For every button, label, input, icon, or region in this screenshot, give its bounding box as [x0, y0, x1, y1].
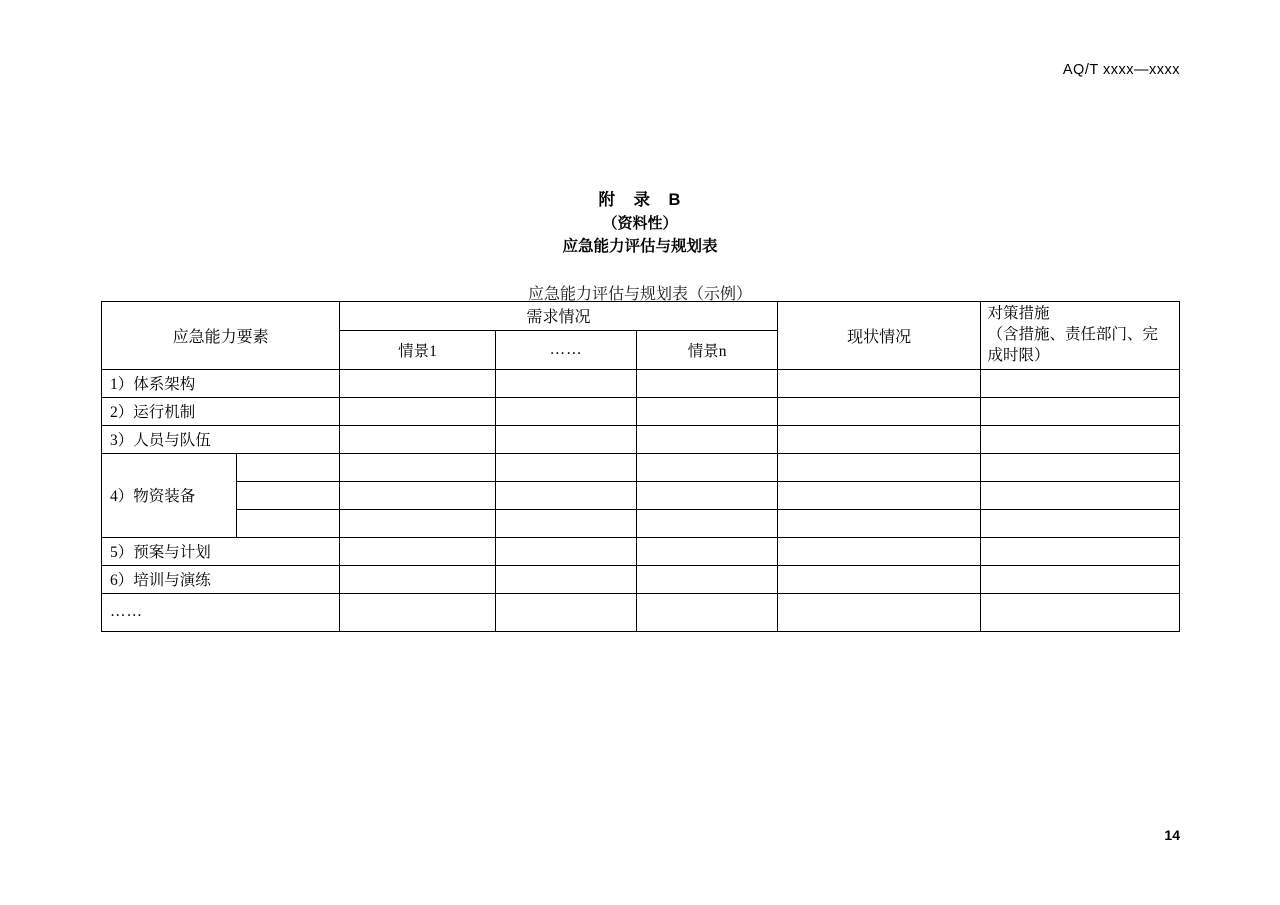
- header-current-status: 现状情况: [777, 302, 981, 370]
- capability-assessment-table: [101, 301, 1180, 632]
- cell-demand-scenarion[interactable]: [637, 369, 777, 397]
- table-row: [102, 565, 1180, 593]
- cell-demand-scenario-mid[interactable]: [495, 453, 636, 481]
- cell-countermeasures[interactable]: [981, 565, 1180, 593]
- cell-countermeasures[interactable]: [981, 453, 1180, 481]
- table-row: [102, 481, 1180, 509]
- cell-current-status[interactable]: [777, 453, 981, 481]
- cell-demand-scenarion[interactable]: [637, 481, 777, 509]
- cell-current-status[interactable]: [777, 481, 981, 509]
- cell-material-subitem[interactable]: [237, 509, 340, 537]
- cell-demand-scenario-mid[interactable]: [495, 565, 636, 593]
- header-scenario-n: 情景n: [637, 330, 777, 369]
- cell-current-status[interactable]: [777, 509, 981, 537]
- page-number: 14: [1164, 827, 1180, 843]
- table-row: [102, 397, 1180, 425]
- cell-material-subitem[interactable]: [237, 453, 340, 481]
- header-scenario-ellipsis: ……: [495, 330, 636, 369]
- header-countermeasures-line1: 对策措施: [987, 305, 1050, 322]
- table-row: [102, 593, 1180, 631]
- cell-demand-scenario1[interactable]: [340, 481, 496, 509]
- table-row: [102, 453, 1180, 481]
- cell-current-status[interactable]: [777, 369, 981, 397]
- cell-current-status[interactable]: [777, 425, 981, 453]
- cell-demand-scenario1[interactable]: [340, 565, 496, 593]
- cell-current-status[interactable]: [777, 397, 981, 425]
- cell-countermeasures[interactable]: [981, 537, 1180, 565]
- cell-demand-scenarion[interactable]: [637, 509, 777, 537]
- cell-demand-scenario-mid[interactable]: [495, 481, 636, 509]
- table-header-row-1: [102, 302, 1180, 331]
- cell-demand-scenarion[interactable]: [637, 593, 777, 631]
- table-row: [102, 369, 1180, 397]
- row-label-ellipsis: ……: [102, 593, 340, 631]
- cell-demand-scenarion[interactable]: [637, 397, 777, 425]
- cell-demand-scenario-mid[interactable]: [495, 593, 636, 631]
- row-label-training-drills: 6）培训与演练: [102, 565, 340, 593]
- table-row: [102, 509, 1180, 537]
- row-label-operating-mechanism: 2）运行机制: [102, 397, 340, 425]
- cell-countermeasures[interactable]: [981, 509, 1180, 537]
- cell-demand-scenario-mid[interactable]: [495, 425, 636, 453]
- cell-countermeasures[interactable]: [981, 369, 1180, 397]
- cell-demand-scenario1[interactable]: [340, 369, 496, 397]
- header-capability-element: 应急能力要素: [102, 302, 340, 370]
- table-row: [102, 425, 1180, 453]
- header-countermeasures-line2: （含措施、责任部门、完: [987, 325, 1158, 343]
- header-scenario-1: 情景1: [340, 330, 496, 369]
- table-caption: 应急能力评估与规划表（示例）: [527, 286, 752, 303]
- standard-code-header: AQ/T xxxx—xxxx: [1062, 62, 1180, 78]
- cell-demand-scenarion[interactable]: [637, 565, 777, 593]
- cell-demand-scenario1[interactable]: [340, 425, 496, 453]
- cell-countermeasures[interactable]: [981, 481, 1180, 509]
- row-label-personnel-teams: 3）人员与队伍: [102, 425, 340, 453]
- cell-demand-scenarion[interactable]: [637, 537, 777, 565]
- row-label-system-architecture: 1）体系架构: [102, 369, 340, 397]
- cell-demand-scenarion[interactable]: [637, 453, 777, 481]
- cell-demand-scenario1[interactable]: [340, 537, 496, 565]
- cell-demand-scenario1[interactable]: [340, 397, 496, 425]
- appendix-title: 附 录 B: [598, 191, 682, 209]
- cell-demand-scenarion[interactable]: [637, 425, 777, 453]
- cell-demand-scenario-mid[interactable]: [495, 537, 636, 565]
- cell-current-status[interactable]: [777, 537, 981, 565]
- appendix-name-label: 应急能力评估与规划表: [562, 238, 718, 255]
- cell-demand-scenario1[interactable]: [340, 593, 496, 631]
- cell-countermeasures[interactable]: [981, 593, 1180, 631]
- cell-current-status[interactable]: [777, 565, 981, 593]
- cell-material-subitem[interactable]: [237, 481, 340, 509]
- cell-demand-scenario-mid[interactable]: [495, 397, 636, 425]
- row-label-plans: 5）预案与计划: [102, 537, 340, 565]
- row-label-materials-equipment: 4）物资装备: [102, 453, 237, 537]
- table-row: [102, 537, 1180, 565]
- appendix-type-label: （资料性）: [602, 215, 678, 232]
- cell-countermeasures[interactable]: [981, 425, 1180, 453]
- cell-demand-scenario-mid[interactable]: [495, 509, 636, 537]
- header-countermeasures-line3: 成时限）: [987, 346, 1050, 364]
- header-demand: 需求情况: [340, 302, 778, 331]
- cell-demand-scenario1[interactable]: [340, 453, 496, 481]
- cell-current-status[interactable]: [777, 593, 981, 631]
- header-countermeasures: [981, 302, 1180, 370]
- cell-countermeasures[interactable]: [981, 397, 1180, 425]
- cell-demand-scenario1[interactable]: [340, 509, 496, 537]
- cell-demand-scenario-mid[interactable]: [495, 369, 636, 397]
